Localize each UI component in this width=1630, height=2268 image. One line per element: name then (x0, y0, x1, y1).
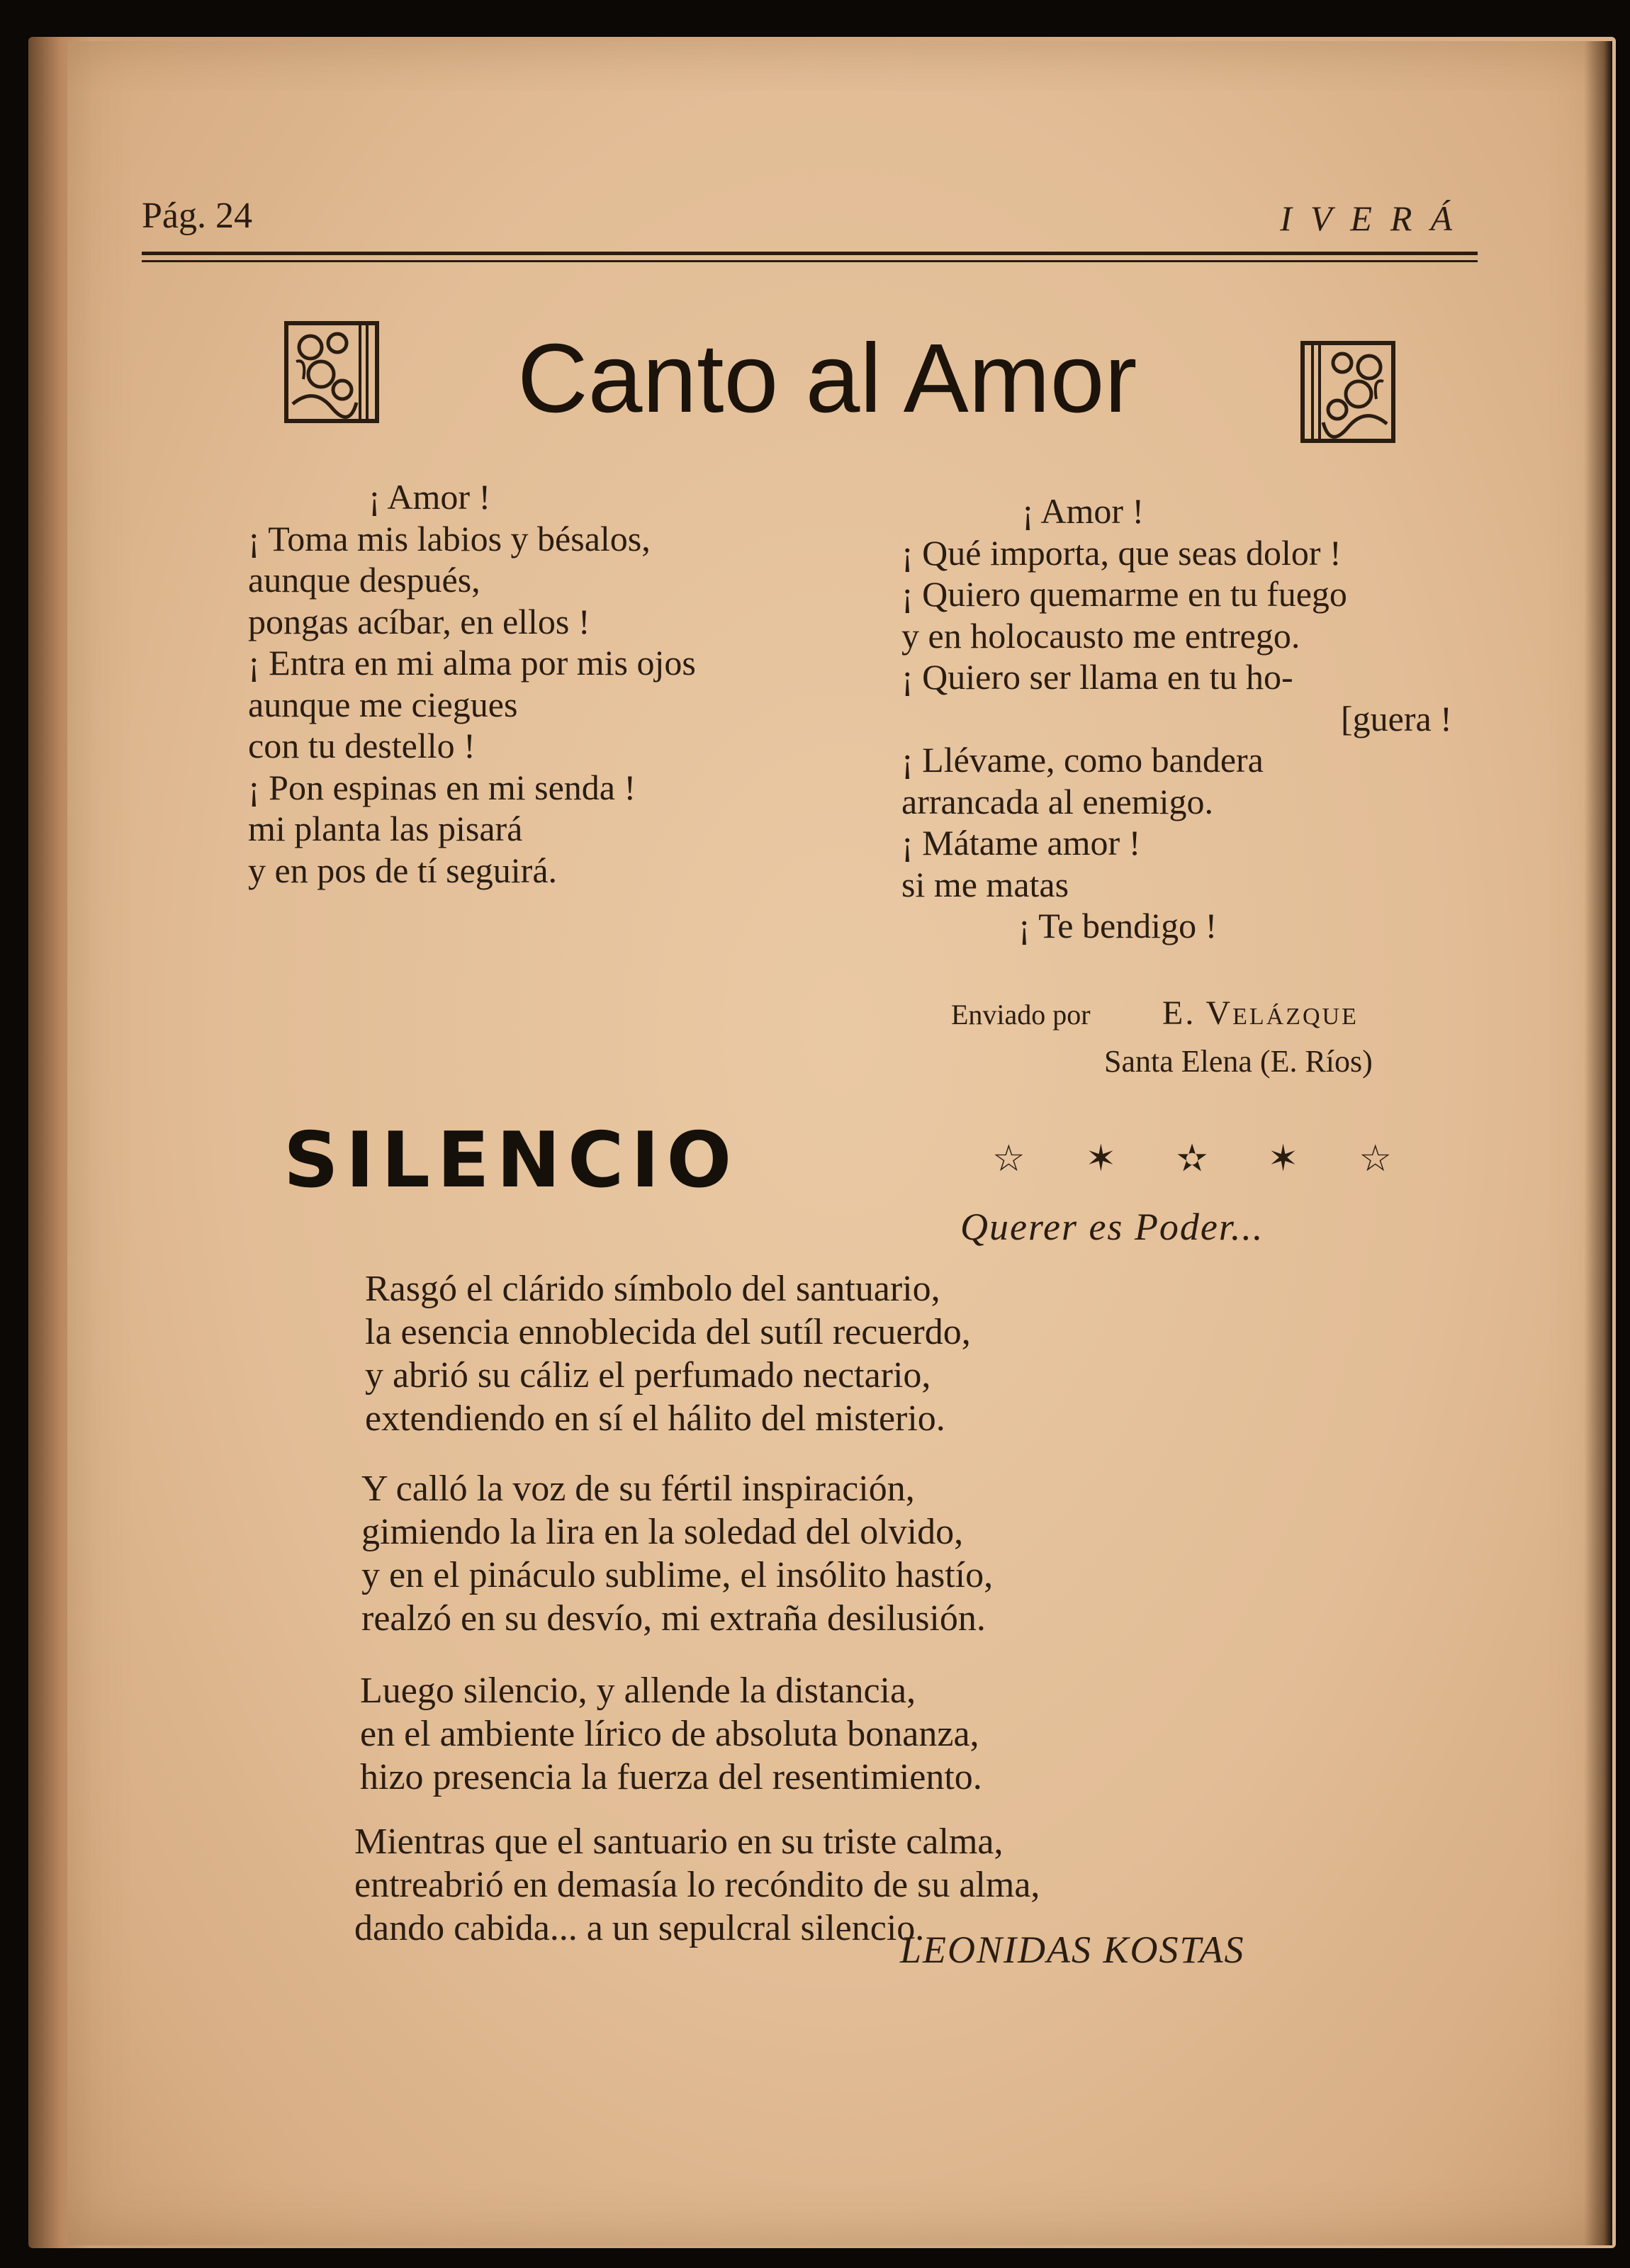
floral-ornament-icon (1298, 339, 1398, 445)
poem-line: Y calló la voz de su fértil inspiración, (361, 1469, 915, 1509)
poem-line: ¡ Mátame amor ! (901, 823, 1141, 863)
poem-line: ¡ Llévame, como bandera (901, 740, 1264, 780)
poem-line: extendiendo en sí el hálito del misterio. (365, 1398, 945, 1439)
poem-stanza-2 (361, 1467, 993, 1640)
credit-place: Santa Elena (E. Ríos) (1104, 1044, 1373, 1079)
page-number: Pág. 24 (142, 196, 252, 236)
header-rule-thick (142, 252, 1478, 255)
floral-ornament-icon (282, 319, 381, 425)
star-row-icon: ☆ ✶ ✫ ✶ ☆ (992, 1139, 1417, 1179)
poem-line: ¡ Quiero quemarme en tu fuego (901, 574, 1347, 614)
page-gutter-shadow (1584, 41, 1612, 2245)
poem-line: ¡ Entra en mi alma por mis ojos (248, 643, 696, 683)
poem-line: mi planta las pisará (248, 809, 523, 848)
header-rule-thin (142, 260, 1478, 262)
poem-line: ¡ Amor ! (369, 477, 491, 517)
poem-line: ¡ Toma mis labios y bésalos, (248, 518, 651, 558)
poem-motto: Querer es Poder... (960, 1206, 1264, 1248)
poem-line: [guera ! (1341, 698, 1452, 739)
poem-line: realzó en su desvío, mi extraña desilusión. (361, 1598, 986, 1639)
poem-line: y en holocausto me entrego. (901, 615, 1300, 656)
poem-line: la esencia ennoblecida del sutíl recuerdo, (365, 1312, 971, 1352)
magazine-title: IVERÁ (1280, 198, 1471, 238)
poem-line: entreabrió en demasía lo recóndito de su alma, (354, 1865, 1040, 1905)
poem-line: hizo presencia la fuerza del resentimiento. (360, 1757, 982, 1797)
poem-line: pongas acíbar, en ellos ! (248, 601, 590, 641)
poem-left-column (248, 476, 696, 891)
poem-title-silencio: SILENCIO (283, 1116, 739, 1205)
poem-line: ¡ Amor ! (1022, 491, 1145, 531)
poem-line: aunque después, (248, 560, 480, 600)
poem-line: gimiendo la lira en la soledad del olvido, (361, 1512, 964, 1552)
poem-line: Luego silencio, y allende la distancia, (360, 1671, 916, 1711)
poem-right-column (901, 490, 1452, 947)
poem-line: ¡ Qué importa, que seas dolor ! (901, 532, 1342, 573)
credit-author: E. Velázque (1162, 994, 1359, 1032)
poem-line: aunque me ciegues (248, 684, 518, 724)
poem-author-signature: LEONIDAS KOSTAS (900, 1929, 1245, 1971)
poem-line: con tu destello ! (248, 726, 476, 765)
poem-title-canto-al-amor: Canto al Amor (517, 324, 1137, 433)
poem-line: ¡ Quiero ser llama en tu ho- (901, 657, 1293, 697)
poem-line: ¡ Te bendigo ! (1018, 906, 1218, 945)
poem-stanza-1 (365, 1267, 971, 1440)
poem-line: arrancada al enemigo. (901, 781, 1214, 821)
poem-line: ¡ Pon espinas en mi senda ! (248, 767, 636, 807)
poem-line: Mientras que el santuario en su triste calma, (354, 1821, 1004, 1862)
poem-line: y en pos de tí seguirá. (248, 850, 558, 890)
poem-line: y abrió su cáliz el perfumado nectario, (365, 1355, 931, 1396)
poem-stanza-3 (360, 1669, 982, 1799)
poem-line: y en el pináculo sublime, el insólito hastío, (361, 1555, 994, 1595)
poem-line: dando cabida... a un sepulcral silencio. (354, 1908, 925, 1948)
poem-line: Rasgó el clárido símbolo del santuario, (365, 1269, 940, 1309)
poem-line: en el ambiente lírico de absoluta bonanza, (360, 1714, 979, 1754)
credit-prefix: Enviado por (951, 999, 1091, 1031)
page-header (142, 195, 1478, 252)
poem-line: si me matas (901, 864, 1069, 904)
